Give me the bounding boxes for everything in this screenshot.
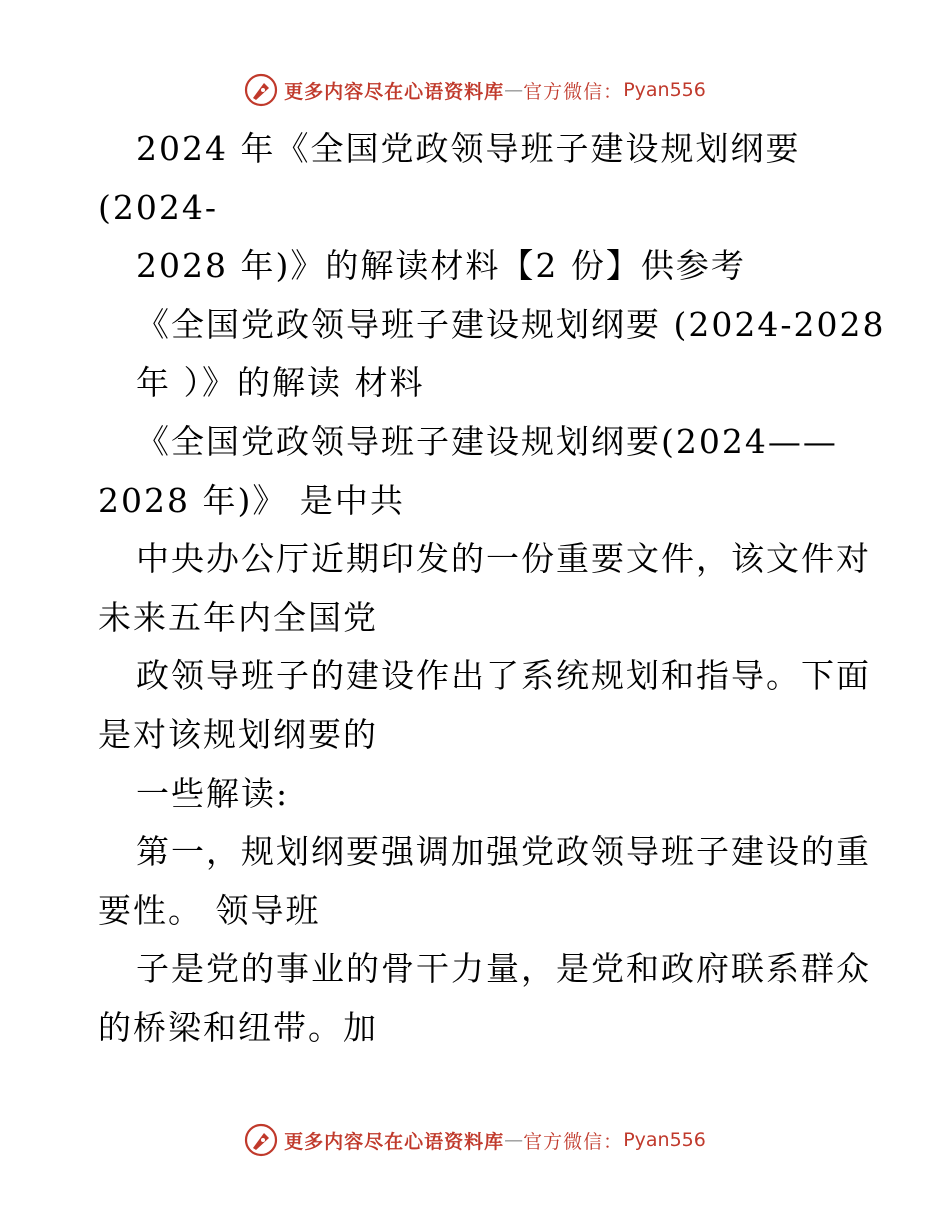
text-line: 2024 年《全国党政领导班子建设规划纲要: [136, 129, 801, 168]
text-line: 《全国党政领导班子建设规划纲要(2024——: [136, 421, 838, 461]
text-line: 2028 年)》的解读材料【2 份】供参考: [136, 246, 746, 286]
text-line: (2024-: [98, 187, 219, 227]
wechat-label: 官方微信：: [523, 80, 624, 103]
text-line: 的桥梁和纽带。加: [98, 1007, 378, 1047]
text-line: 年 ）》的解读 材料: [136, 363, 425, 403]
text-line: 第一，规划纲要强调加强党政领导班子建设的重: [136, 832, 871, 872]
site-name: 更多内容尽在心语资料库: [284, 1130, 505, 1153]
text-line: 是对该规划纲要的: [98, 714, 378, 754]
separator-dash: —: [504, 79, 524, 101]
separator-dash: —: [504, 1129, 524, 1151]
text-line: 中央办公厅近期印发的一份重要文件，该文件对: [136, 539, 871, 579]
text-line: 2028 年)》 是中共: [98, 480, 405, 520]
wechat-id: Pyan556: [623, 1129, 706, 1151]
footer-watermark-banner: [0, 1120, 950, 1160]
document-body: [98, 120, 886, 1058]
pen-nib-logo-icon: [244, 73, 278, 107]
wechat-id: Pyan556: [623, 79, 706, 101]
text-line: 子是党的事业的骨干力量，是党和政府联系群众: [136, 949, 871, 989]
pen-nib-logo-icon: [244, 1123, 278, 1157]
text-line: 一些解读:: [136, 773, 290, 813]
text-line: 政领导班子的建设作出了系统规划和指导。下面: [136, 656, 871, 696]
wechat-label: 官方微信：: [523, 1130, 624, 1153]
text-line: 未来五年内全国党: [98, 597, 378, 637]
text-line: 要性。 领导班: [98, 890, 321, 930]
text-line: 《全国党政领导班子建设规划纲要 (2024-2028: [136, 304, 886, 344]
header-watermark-banner: [0, 70, 950, 110]
site-name: 更多内容尽在心语资料库: [284, 80, 505, 103]
